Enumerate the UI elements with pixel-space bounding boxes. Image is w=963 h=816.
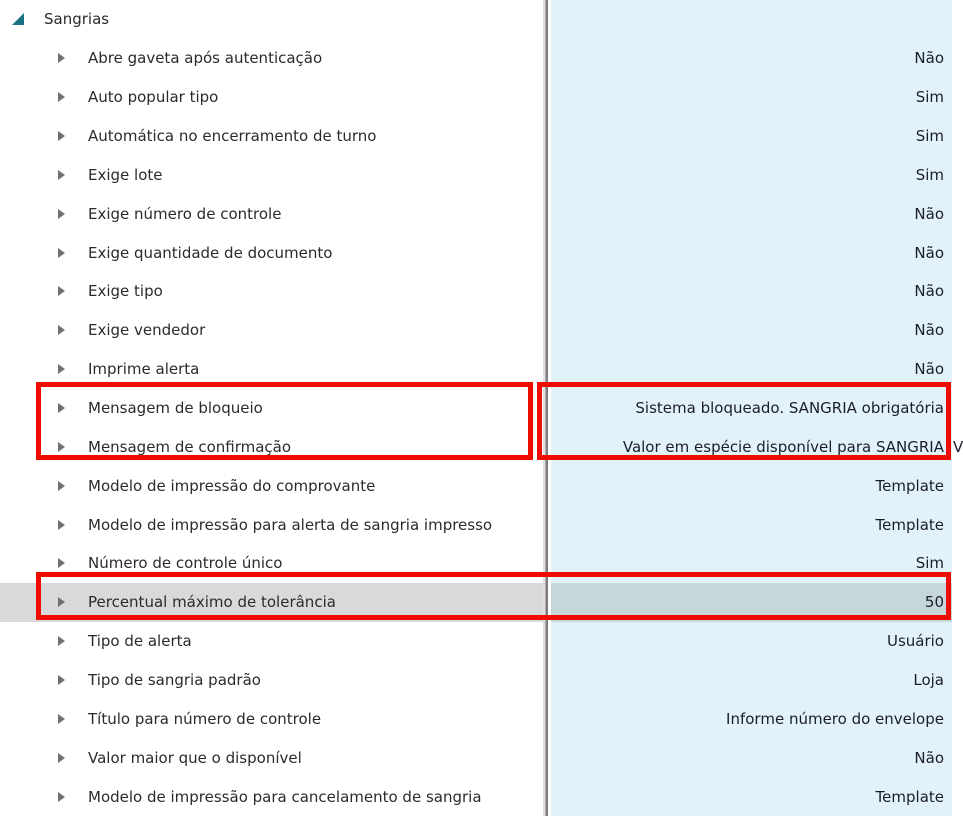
tree-row[interactable] [0,233,963,272]
expand-arrow-icon[interactable] [58,364,65,374]
expand-arrow-icon[interactable] [58,753,65,763]
tree-row[interactable] [0,350,963,389]
tree-item-label-area [0,282,543,300]
tree-row[interactable] [0,661,963,700]
tree-row[interactable] [0,466,963,505]
tree-item-label: Percentual máximo de tolerância [88,593,336,612]
tree-item-label: Tipo de alerta [88,632,192,651]
tree-item-label: Abre gaveta após autenticação [88,49,323,68]
tree-item-label-area [0,49,543,67]
tree-item-label: Auto popular tipo [88,88,219,107]
tree-item-label-area [0,632,543,650]
tree-item-value: Não [914,321,944,340]
tree-row[interactable] [0,311,963,350]
tree-item-label: Modelo de impressão para alerta de sangria impresso [88,515,493,534]
tree-item-label-area [0,554,543,572]
tree-item-value: 50 [924,593,944,612]
tree-row[interactable] [0,194,963,233]
expand-arrow-icon[interactable] [58,558,65,568]
tree-item-value: Informe número do envelope [726,709,944,728]
tree-item-label-area [0,788,543,806]
expand-arrow-icon[interactable] [58,286,65,296]
expand-arrow-icon[interactable] [58,248,65,258]
tree-item-label-area [0,749,543,767]
tree-item-label-area [0,516,543,534]
tree-item-label: Título para número de controle [88,709,322,728]
tree-item-label: Exige tipo [88,282,163,301]
tree-item-label-area [0,593,543,611]
expand-arrow-icon[interactable] [58,481,65,491]
tree-item-label: Modelo de impressão do comprovante [88,476,376,495]
tree-item-value: Não [914,243,944,262]
expand-arrow-icon[interactable] [58,714,65,724]
tree-row[interactable] [0,117,963,156]
tree-item-label: Sangrias [44,10,110,29]
tree-item-value: Valor em espécie disponível para SANGRIA [622,437,944,456]
expand-arrow-icon[interactable] [58,92,65,102]
expand-arrow-icon[interactable] [58,597,65,607]
tree-item-value: Template [875,476,944,495]
tree-item-label: Tipo de sangria padrão [88,671,261,690]
tree-row[interactable] [0,583,963,622]
expand-arrow-icon[interactable] [58,675,65,685]
tree-row[interactable] [0,505,963,544]
tree-item-value: Não [914,360,944,379]
tree-item-value: Não [914,748,944,767]
expand-arrow-icon[interactable] [58,53,65,63]
tree-item-label: Número de controle único [88,554,283,573]
tree-item-value: Não [914,282,944,301]
tree-item-label: Mensagem de bloqueio [88,399,263,418]
tree-item-value: Sistema bloqueado. SANGRIA obrigatória [635,399,944,418]
tree-item-label-area [0,10,543,28]
tree-item-label: Exige quantidade de documento [88,243,333,262]
tree-item-value: Não [914,49,944,68]
tree-row[interactable] [0,427,963,466]
tree-row[interactable] [0,544,963,583]
collapse-arrow-icon[interactable] [12,13,24,25]
tree-item-label-area [0,321,543,339]
tree-item-label-area [0,88,543,106]
tree-item-value: Sim [915,165,944,184]
value-overflow-text: V [953,437,963,456]
tree-row[interactable] [0,699,963,738]
tree-row[interactable] [0,155,963,194]
tree-item-label-area [0,205,543,223]
expand-arrow-icon[interactable] [58,131,65,141]
tree-item-label-area [0,360,543,378]
expand-arrow-icon[interactable] [58,792,65,802]
expand-arrow-icon[interactable] [58,442,65,452]
tree-row[interactable] [0,777,963,816]
tree-item-label-area [0,477,543,495]
expand-arrow-icon[interactable] [58,520,65,530]
tree-item-label-area [0,710,543,728]
tree-item-value: Usuário [886,632,944,651]
tree-item-value: Template [875,787,944,806]
tree-item-label-area [0,166,543,184]
tree-item-label: Automática no encerramento de turno [88,127,377,145]
tree-item-label: Modelo de impressão para cancelamento de sangria [88,787,482,806]
tree-item-value: Sim [915,554,944,573]
tree-item-label-area [0,127,543,145]
tree-item-value: Sim [915,88,944,107]
tree-item-label: Imprime alerta [88,360,200,379]
expand-arrow-icon[interactable] [58,636,65,646]
tree-item-label: Exige lote [88,165,163,184]
tree-item-label-area [0,399,543,417]
tree-item-label: Exige número de controle [88,204,282,223]
tree-root-row[interactable] [0,0,963,39]
tree-item-value: Sim [915,127,944,145]
tree-row[interactable] [0,389,963,428]
tree-row[interactable] [0,39,963,78]
tree-row[interactable] [0,622,963,661]
tree-item-label: Valor maior que o disponível [88,748,302,767]
tree-item-label-area [0,671,543,689]
expand-arrow-icon[interactable] [58,403,65,413]
tree-row[interactable] [0,738,963,777]
tree-item-value: Loja [913,671,944,690]
tree-item-label: Mensagem de confirmação [88,437,292,456]
tree-item-value: Template [875,515,944,534]
expand-arrow-icon[interactable] [58,209,65,219]
tree-row[interactable] [0,272,963,311]
tree-item-label: Exige vendedor [88,321,206,340]
column-splitter[interactable] [543,0,548,816]
tree-item-label-area [0,438,543,456]
tree-item-value: Não [914,204,944,223]
tree-item-label-area [0,244,543,262]
tree-row[interactable] [0,78,963,117]
expand-arrow-icon[interactable] [58,325,65,335]
expand-arrow-icon[interactable] [58,170,65,180]
